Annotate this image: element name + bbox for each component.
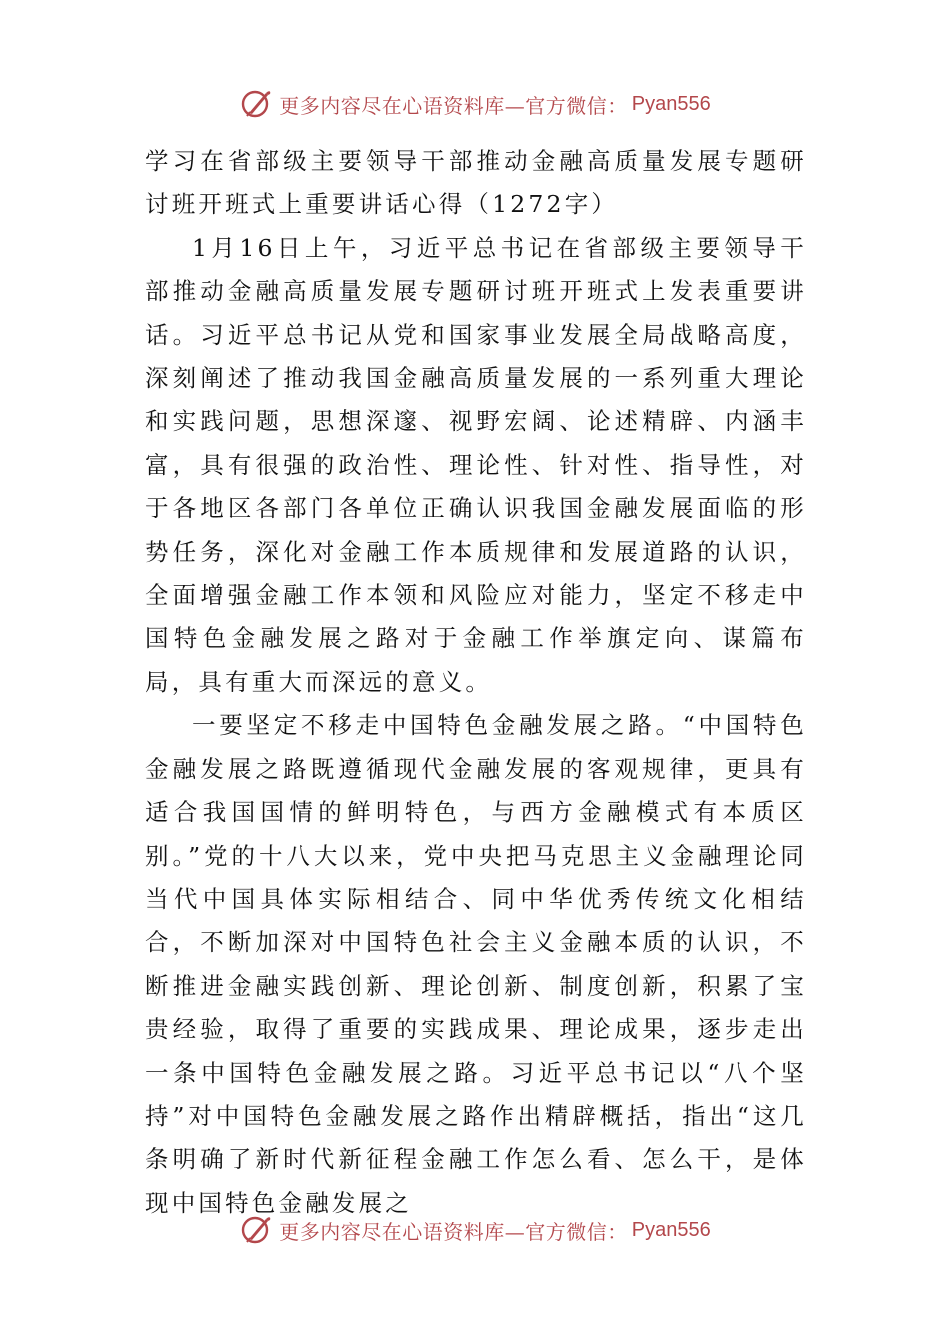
watermark-wechat-id: Pyan556 [631, 92, 711, 115]
watermark-wechat-id: Pyan556 [631, 1218, 711, 1241]
watermark-footer [0, 1210, 950, 1250]
watermark-text: 更多内容尽在心语资料库—官方微信： [279, 93, 628, 118]
watermark-text: 更多内容尽在心语资料库—官方微信： [279, 1219, 628, 1244]
document-body [145, 140, 807, 1225]
paragraph-2: 一要坚定不移走中国特色金融发展之路。“中国特色金融发展之路既遵循现代金融发展的客观规律，更具有适合我国国情的鲜明特色，与西方金融模式有本质区别。”党的十八大以来，党中央把马克思主义金融理论同当代中国具体实际相结合、同中华优秀传统文化相结合，不断加深对中国特色社会主义金融本质的认识，不断推进金融实践创新、理论创新、制度创新，积累了宝贵经验，取得了重要的实践成果、理论成果，逐步走出一条中国特色金融发展之路。习近平总书记以“八个坚持”对中国特色金融发展之路作出精辟概括，指出“这几条明确了新时代新征程金融工作怎么看、怎么干，是体现中国特色金融发展之 [145, 711, 807, 1217]
quill-logo-icon [239, 1213, 273, 1247]
watermark-header [0, 84, 950, 124]
quill-logo-icon [239, 87, 273, 121]
paragraph-1: 1月16日上午，习近平总书记在省部级主要领导干部推动金融高质量发展专题研讨班开班式上发表重要讲话。习近平总书记从党和国家事业发展全局战略高度，深刻阐述了推动我国金融高质量发展的一系列重大理论和实践问题，思想深邃、视野宏阔、论述精辟、内涵丰富，具有很强的政治性、理论性、针对性、指导性，对于各地区各部门各单位正确认识我国金融发展面临的形势任务，深化对金融工作本质规律和发展道路的认识，全面增强金融工作本领和风险应对能力，坚定不移走中国特色金融发展之路对于金融工作举旗定向、谋篇布局，具有重大而深远的意义。 [145, 233, 807, 696]
document-title: 学习在省部级主要领导干部推动金融高质量发展专题研讨班开班式上重要讲话心得（1272字） [145, 147, 807, 219]
